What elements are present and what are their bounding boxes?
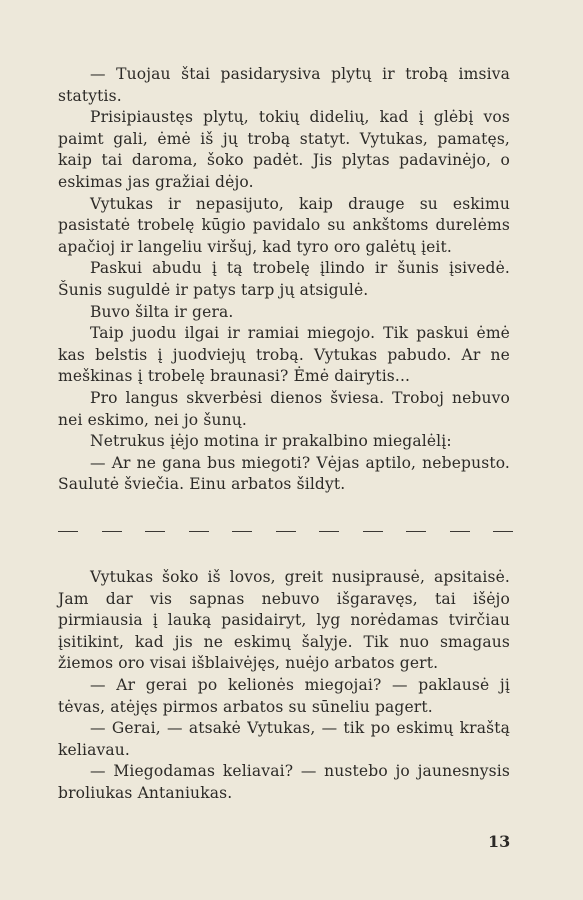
separator-dash (232, 531, 252, 532)
paragraph: — Miegodamas keliavai? — nustebo jo jaunesnysis broliukas Antaniukas. (58, 762, 510, 802)
page-number: 13 (488, 832, 511, 851)
separator-dash (58, 531, 78, 532)
paragraph: — Tuojau štai pasidarysiva plytų ir trobą imsiva statytis. (58, 65, 510, 105)
separator-dash (102, 531, 122, 532)
text-section-top (58, 64, 510, 496)
paragraph: Vytukas šoko iš lovos, greit nusiprausė, apsitaisė. Jam dar vis sapnas nebuvo išgaravęs, tai išėjo pirmiausia į lauką pasidairyt, lyg norėdamas tvirčiau įsitikint, kad jis ne eskimų šalyje. Tik nuo smagaus žiemos oro visai išblaivėjęs, nuėjo arbatos gert. (58, 568, 510, 673)
paragraph: Vytukas ir nepasijuto, kaip drauge su eskimu pasistatė trobelę kūgio pavidalo su ankštoms durelėms apačioj ir langeliu viršuj, kad tyro oro galėtų įeit. (58, 194, 510, 256)
text-section-bottom (58, 567, 510, 805)
separator-dash (450, 531, 470, 532)
separator-dash (319, 531, 339, 532)
paragraph: — Gerai, — atsakė Vytukas, — tik po eskimų kraštą keliavau. (58, 719, 510, 759)
separator-dash (493, 531, 513, 532)
section-separator (58, 531, 513, 532)
paragraph: — Ar ne gana bus miegoti? Vėjas aptilo, nebepusto. Saulutė šviečia. Einu arbatos šildyt. (58, 453, 510, 494)
paragraph: Buvo šilta ir gera. (90, 302, 234, 321)
separator-dash (276, 531, 296, 532)
separator-dash (189, 531, 209, 532)
paragraph: Taip juodu ilgai ir ramiai miegojo. Tik paskui ėmė kas belstis į juodviejų trobą. Vytukas pabudo. Ar ne meškinas į trobelę braunasi? Ėmė dairytis... (58, 324, 510, 386)
separator-dash (363, 531, 383, 532)
paragraph: Netrukus įėjo motina ir prakalbino miegalėlį: (90, 432, 452, 451)
separator-dash (145, 531, 165, 532)
paragraph: Paskui abudu į tą trobelę įlindo ir šunis įsivedė. Šunis suguldė ir patys tarp jų atsigulė. (58, 259, 510, 299)
separator-dash (406, 531, 426, 532)
paragraph: — Ar gerai po kelionės miegojai? — paklausė jį tėvas, atėjęs pirmos arbatos su sūneliu pagert. (58, 675, 510, 716)
paragraph: Pro langus skverbėsi dienos šviesa. Troboj nebuvo nei eskimo, nei jo šunų. (58, 388, 510, 429)
paragraph: Prisipiaustęs plytų, tokių didelių, kad į glėbį vos paimt gali, ėmė iš jų trobą statyt. Vytukas, pamatęs, kaip tai daroma, šoko padėt. Jis plytas padavinėjo, o eskimas jas gražiai dėjo. (58, 108, 510, 191)
